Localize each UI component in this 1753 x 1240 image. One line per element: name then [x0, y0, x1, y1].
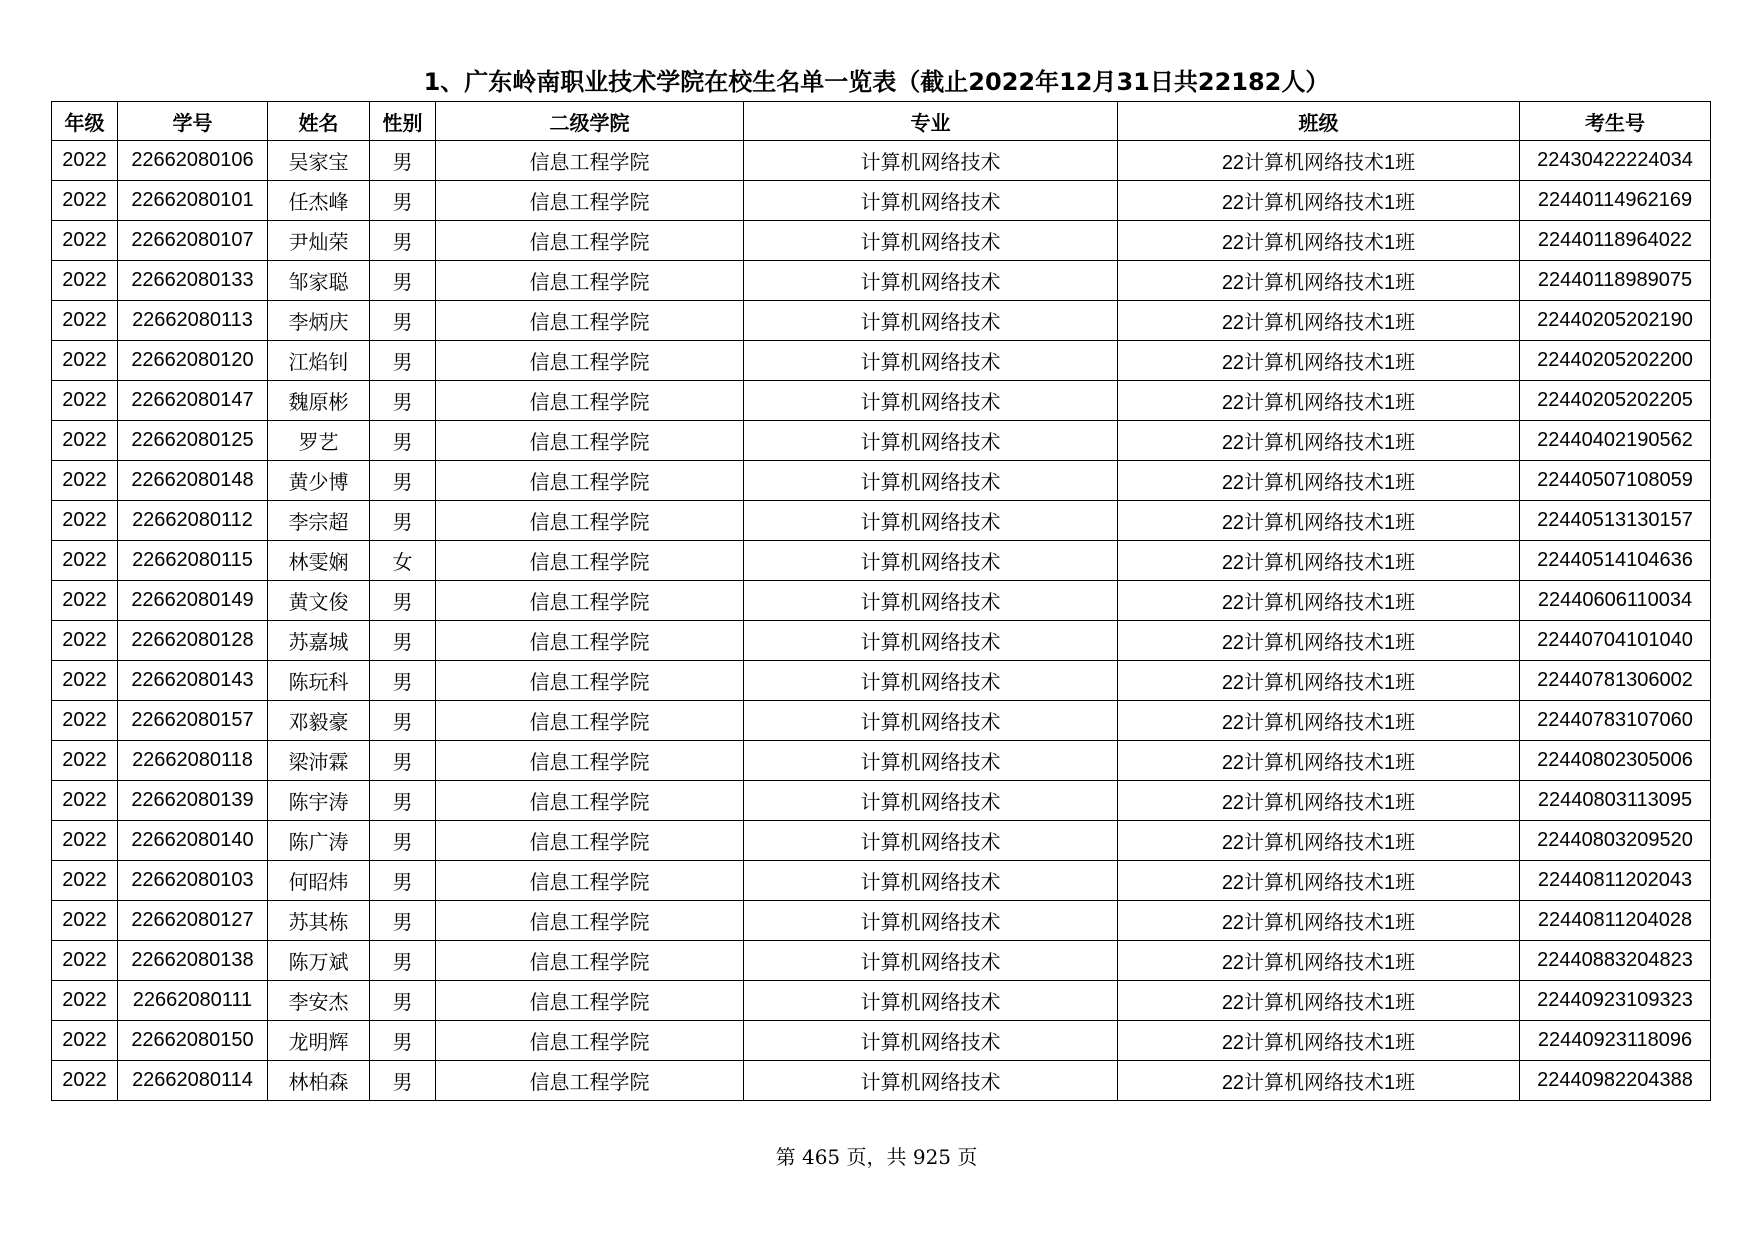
- cell-exam-number: 22440783107060: [1520, 701, 1711, 741]
- cell-grade: 2022: [52, 781, 118, 821]
- cell-grade: 2022: [52, 941, 118, 981]
- cell-college: 信息工程学院: [436, 461, 744, 501]
- cell-name: 龙明辉: [268, 1021, 370, 1061]
- table-row: [52, 261, 1711, 301]
- cell-student-id: 22662080149: [118, 581, 268, 621]
- cell-name: 何昭炜: [268, 861, 370, 901]
- cell-class: 22计算机网络技术1班: [1118, 821, 1520, 861]
- cell-gender: 男: [370, 901, 436, 941]
- table-row: [52, 181, 1711, 221]
- table-row: [52, 621, 1711, 661]
- cell-major: 计算机网络技术: [744, 381, 1118, 421]
- cell-exam-number: 22440803209520: [1520, 821, 1711, 861]
- cell-name: 陈广涛: [268, 821, 370, 861]
- cell-class: 22计算机网络技术1班: [1118, 341, 1520, 381]
- cell-college: 信息工程学院: [436, 181, 744, 221]
- cell-major: 计算机网络技术: [744, 701, 1118, 741]
- cell-name: 林雯娴: [268, 541, 370, 581]
- cell-student-id: 22662080127: [118, 901, 268, 941]
- cell-gender: 男: [370, 141, 436, 181]
- cell-gender: 男: [370, 981, 436, 1021]
- cell-college: 信息工程学院: [436, 821, 744, 861]
- header-exam-number: 考生号: [1520, 102, 1711, 141]
- cell-exam-number: 22440883204823: [1520, 941, 1711, 981]
- cell-exam-number: 22440205202190: [1520, 301, 1711, 341]
- cell-class: 22计算机网络技术1班: [1118, 301, 1520, 341]
- cell-grade: 2022: [52, 461, 118, 501]
- cell-class: 22计算机网络技术1班: [1118, 141, 1520, 181]
- cell-exam-number: 22440803113095: [1520, 781, 1711, 821]
- cell-college: 信息工程学院: [436, 141, 744, 181]
- cell-major: 计算机网络技术: [744, 421, 1118, 461]
- cell-exam-number: 22440606110034: [1520, 581, 1711, 621]
- cell-college: 信息工程学院: [436, 701, 744, 741]
- cell-class: 22计算机网络技术1班: [1118, 701, 1520, 741]
- cell-name: 李炳庆: [268, 301, 370, 341]
- cell-college: 信息工程学院: [436, 541, 744, 581]
- cell-college: 信息工程学院: [436, 981, 744, 1021]
- cell-college: 信息工程学院: [436, 1061, 744, 1101]
- cell-grade: 2022: [52, 581, 118, 621]
- cell-class: 22计算机网络技术1班: [1118, 581, 1520, 621]
- cell-college: 信息工程学院: [436, 421, 744, 461]
- cell-grade: 2022: [52, 701, 118, 741]
- cell-college: 信息工程学院: [436, 861, 744, 901]
- cell-exam-number: 22440811202043: [1520, 861, 1711, 901]
- cell-college: 信息工程学院: [436, 261, 744, 301]
- cell-student-id: 22662080150: [118, 1021, 268, 1061]
- cell-class: 22计算机网络技术1班: [1118, 901, 1520, 941]
- cell-college: 信息工程学院: [436, 221, 744, 261]
- cell-grade: 2022: [52, 221, 118, 261]
- cell-class: 22计算机网络技术1班: [1118, 981, 1520, 1021]
- cell-name: 李宗超: [268, 501, 370, 541]
- cell-college: 信息工程学院: [436, 941, 744, 981]
- cell-exam-number: 22440118964022: [1520, 221, 1711, 261]
- cell-student-id: 22662080133: [118, 261, 268, 301]
- cell-class: 22计算机网络技术1班: [1118, 221, 1520, 261]
- cell-name: 梁沛霖: [268, 741, 370, 781]
- cell-gender: 男: [370, 741, 436, 781]
- page-number: 第 465 页，共 925 页: [775, 1145, 978, 1169]
- header-major: 专业: [744, 102, 1118, 141]
- cell-gender: 男: [370, 1021, 436, 1061]
- cell-gender: 男: [370, 261, 436, 301]
- cell-grade: 2022: [52, 301, 118, 341]
- cell-college: 信息工程学院: [436, 301, 744, 341]
- cell-major: 计算机网络技术: [744, 781, 1118, 821]
- cell-major: 计算机网络技术: [744, 341, 1118, 381]
- cell-name: 林柏森: [268, 1061, 370, 1101]
- cell-grade: 2022: [52, 821, 118, 861]
- cell-gender: 男: [370, 341, 436, 381]
- cell-grade: 2022: [52, 141, 118, 181]
- cell-class: 22计算机网络技术1班: [1118, 501, 1520, 541]
- cell-student-id: 22662080120: [118, 341, 268, 381]
- cell-class: 22计算机网络技术1班: [1118, 541, 1520, 581]
- cell-class: 22计算机网络技术1班: [1118, 941, 1520, 981]
- cell-grade: 2022: [52, 1061, 118, 1101]
- cell-student-id: 22662080143: [118, 661, 268, 701]
- cell-exam-number: 22440118989075: [1520, 261, 1711, 301]
- cell-major: 计算机网络技术: [744, 1061, 1118, 1101]
- cell-gender: 女: [370, 541, 436, 581]
- cell-major: 计算机网络技术: [744, 261, 1118, 301]
- cell-gender: 男: [370, 941, 436, 981]
- cell-major: 计算机网络技术: [744, 621, 1118, 661]
- cell-grade: 2022: [52, 981, 118, 1021]
- cell-student-id: 22662080111: [118, 981, 268, 1021]
- cell-exam-number: 22440205202200: [1520, 341, 1711, 381]
- cell-class: 22计算机网络技术1班: [1118, 261, 1520, 301]
- cell-major: 计算机网络技术: [744, 181, 1118, 221]
- cell-class: 22计算机网络技术1班: [1118, 661, 1520, 701]
- cell-name: 邓毅豪: [268, 701, 370, 741]
- cell-gender: 男: [370, 461, 436, 501]
- cell-grade: 2022: [52, 541, 118, 581]
- cell-name: 黄少博: [268, 461, 370, 501]
- header-college: 二级学院: [436, 102, 744, 141]
- cell-student-id: 22662080103: [118, 861, 268, 901]
- cell-major: 计算机网络技术: [744, 501, 1118, 541]
- cell-college: 信息工程学院: [436, 1021, 744, 1061]
- cell-student-id: 22662080107: [118, 221, 268, 261]
- cell-name: 魏原彬: [268, 381, 370, 421]
- cell-name: 罗艺: [268, 421, 370, 461]
- cell-gender: 男: [370, 181, 436, 221]
- table-row: [52, 661, 1711, 701]
- cell-student-id: 22662080139: [118, 781, 268, 821]
- cell-gender: 男: [370, 581, 436, 621]
- cell-grade: 2022: [52, 421, 118, 461]
- cell-name: 陈宇涛: [268, 781, 370, 821]
- cell-college: 信息工程学院: [436, 341, 744, 381]
- cell-gender: 男: [370, 861, 436, 901]
- cell-grade: 2022: [52, 381, 118, 421]
- table-row: [52, 581, 1711, 621]
- cell-grade: 2022: [52, 861, 118, 901]
- header-row: [52, 102, 1711, 141]
- cell-exam-number: 22440513130157: [1520, 501, 1711, 541]
- cell-class: 22计算机网络技术1班: [1118, 461, 1520, 501]
- cell-gender: 男: [370, 821, 436, 861]
- cell-exam-number: 22440205202205: [1520, 381, 1711, 421]
- table-row: [52, 861, 1711, 901]
- cell-student-id: 22662080112: [118, 501, 268, 541]
- cell-class: 22计算机网络技术1班: [1118, 421, 1520, 461]
- cell-college: 信息工程学院: [436, 381, 744, 421]
- page-title: 1、广东岭南职业技术学院在校生名单一览表（截止2022年12月31日共22182人）: [423, 68, 1330, 96]
- cell-student-id: 22662080101: [118, 181, 268, 221]
- cell-college: 信息工程学院: [436, 501, 744, 541]
- cell-major: 计算机网络技术: [744, 541, 1118, 581]
- cell-name: 苏其栋: [268, 901, 370, 941]
- table-row: [52, 341, 1711, 381]
- table-row: [52, 541, 1711, 581]
- cell-gender: 男: [370, 381, 436, 421]
- cell-gender: 男: [370, 1061, 436, 1101]
- cell-class: 22计算机网络技术1班: [1118, 181, 1520, 221]
- cell-gender: 男: [370, 501, 436, 541]
- cell-exam-number: 22440811204028: [1520, 901, 1711, 941]
- cell-gender: 男: [370, 661, 436, 701]
- cell-name: 李安杰: [268, 981, 370, 1021]
- table-body: [52, 141, 1711, 1101]
- cell-exam-number: 22440704101040: [1520, 621, 1711, 661]
- cell-major: 计算机网络技术: [744, 301, 1118, 341]
- cell-exam-number: 22440114962169: [1520, 181, 1711, 221]
- table-row: [52, 381, 1711, 421]
- cell-grade: 2022: [52, 501, 118, 541]
- cell-major: 计算机网络技术: [744, 581, 1118, 621]
- cell-class: 22计算机网络技术1班: [1118, 1021, 1520, 1061]
- cell-student-id: 22662080147: [118, 381, 268, 421]
- cell-name: 任杰峰: [268, 181, 370, 221]
- table-row: [52, 701, 1711, 741]
- cell-grade: 2022: [52, 741, 118, 781]
- cell-student-id: 22662080128: [118, 621, 268, 661]
- cell-name: 尹灿荣: [268, 221, 370, 261]
- table-row: [52, 901, 1711, 941]
- header-gender: 性别: [370, 102, 436, 141]
- cell-major: 计算机网络技术: [744, 461, 1118, 501]
- cell-college: 信息工程学院: [436, 901, 744, 941]
- cell-gender: 男: [370, 701, 436, 741]
- cell-major: 计算机网络技术: [744, 141, 1118, 181]
- table-header: [52, 102, 1711, 141]
- cell-gender: 男: [370, 221, 436, 261]
- cell-exam-number: 22440781306002: [1520, 661, 1711, 701]
- table-row: [52, 301, 1711, 341]
- cell-class: 22计算机网络技术1班: [1118, 861, 1520, 901]
- cell-student-id: 22662080148: [118, 461, 268, 501]
- table-row: [52, 1021, 1711, 1061]
- cell-class: 22计算机网络技术1班: [1118, 1061, 1520, 1101]
- cell-major: 计算机网络技术: [744, 661, 1118, 701]
- table-row: [52, 461, 1711, 501]
- cell-name: 江焰钊: [268, 341, 370, 381]
- table-row: [52, 941, 1711, 981]
- cell-exam-number: 22440923109323: [1520, 981, 1711, 1021]
- table-row: [52, 781, 1711, 821]
- cell-major: 计算机网络技术: [744, 741, 1118, 781]
- cell-grade: 2022: [52, 341, 118, 381]
- cell-gender: 男: [370, 781, 436, 821]
- cell-major: 计算机网络技术: [744, 821, 1118, 861]
- table-row: [52, 981, 1711, 1021]
- table-row: [52, 1061, 1711, 1101]
- cell-student-id: 22662080106: [118, 141, 268, 181]
- cell-student-id: 22662080140: [118, 821, 268, 861]
- cell-exam-number: 22430422224034: [1520, 141, 1711, 181]
- cell-major: 计算机网络技术: [744, 1021, 1118, 1061]
- cell-grade: 2022: [52, 1021, 118, 1061]
- table-row: [52, 741, 1711, 781]
- cell-major: 计算机网络技术: [744, 861, 1118, 901]
- cell-grade: 2022: [52, 181, 118, 221]
- cell-class: 22计算机网络技术1班: [1118, 741, 1520, 781]
- cell-gender: 男: [370, 621, 436, 661]
- cell-name: 苏嘉城: [268, 621, 370, 661]
- table-row: [52, 421, 1711, 461]
- cell-college: 信息工程学院: [436, 781, 744, 821]
- cell-college: 信息工程学院: [436, 661, 744, 701]
- cell-student-id: 22662080138: [118, 941, 268, 981]
- cell-student-id: 22662080114: [118, 1061, 268, 1101]
- cell-grade: 2022: [52, 261, 118, 301]
- cell-college: 信息工程学院: [436, 621, 744, 661]
- cell-student-id: 22662080118: [118, 741, 268, 781]
- cell-grade: 2022: [52, 621, 118, 661]
- cell-exam-number: 22440514104636: [1520, 541, 1711, 581]
- header-student-id: 学号: [118, 102, 268, 141]
- header-name: 姓名: [268, 102, 370, 141]
- cell-college: 信息工程学院: [436, 581, 744, 621]
- cell-exam-number: 22440923118096: [1520, 1021, 1711, 1061]
- cell-name: 邹家聪: [268, 261, 370, 301]
- cell-name: 陈玩科: [268, 661, 370, 701]
- cell-student-id: 22662080113: [118, 301, 268, 341]
- cell-exam-number: 22440982204388: [1520, 1061, 1711, 1101]
- cell-class: 22计算机网络技术1班: [1118, 621, 1520, 661]
- cell-major: 计算机网络技术: [744, 901, 1118, 941]
- cell-name: 吴家宝: [268, 141, 370, 181]
- cell-grade: 2022: [52, 661, 118, 701]
- cell-college: 信息工程学院: [436, 741, 744, 781]
- cell-gender: 男: [370, 301, 436, 341]
- cell-student-id: 22662080115: [118, 541, 268, 581]
- cell-class: 22计算机网络技术1班: [1118, 381, 1520, 421]
- cell-student-id: 22662080125: [118, 421, 268, 461]
- cell-class: 22计算机网络技术1班: [1118, 781, 1520, 821]
- cell-exam-number: 22440402190562: [1520, 421, 1711, 461]
- cell-gender: 男: [370, 421, 436, 461]
- cell-student-id: 22662080157: [118, 701, 268, 741]
- cell-major: 计算机网络技术: [744, 221, 1118, 261]
- table-row: [52, 141, 1711, 181]
- cell-exam-number: 22440507108059: [1520, 461, 1711, 501]
- cell-name: 陈万斌: [268, 941, 370, 981]
- cell-exam-number: 22440802305006: [1520, 741, 1711, 781]
- table-row: [52, 221, 1711, 261]
- table-row: [52, 501, 1711, 541]
- student-roster-table: [51, 101, 1711, 1101]
- cell-grade: 2022: [52, 901, 118, 941]
- cell-major: 计算机网络技术: [744, 941, 1118, 981]
- header-grade: 年级: [52, 102, 118, 141]
- cell-name: 黄文俊: [268, 581, 370, 621]
- table-row: [52, 821, 1711, 861]
- header-class: 班级: [1118, 102, 1520, 141]
- cell-major: 计算机网络技术: [744, 981, 1118, 1021]
